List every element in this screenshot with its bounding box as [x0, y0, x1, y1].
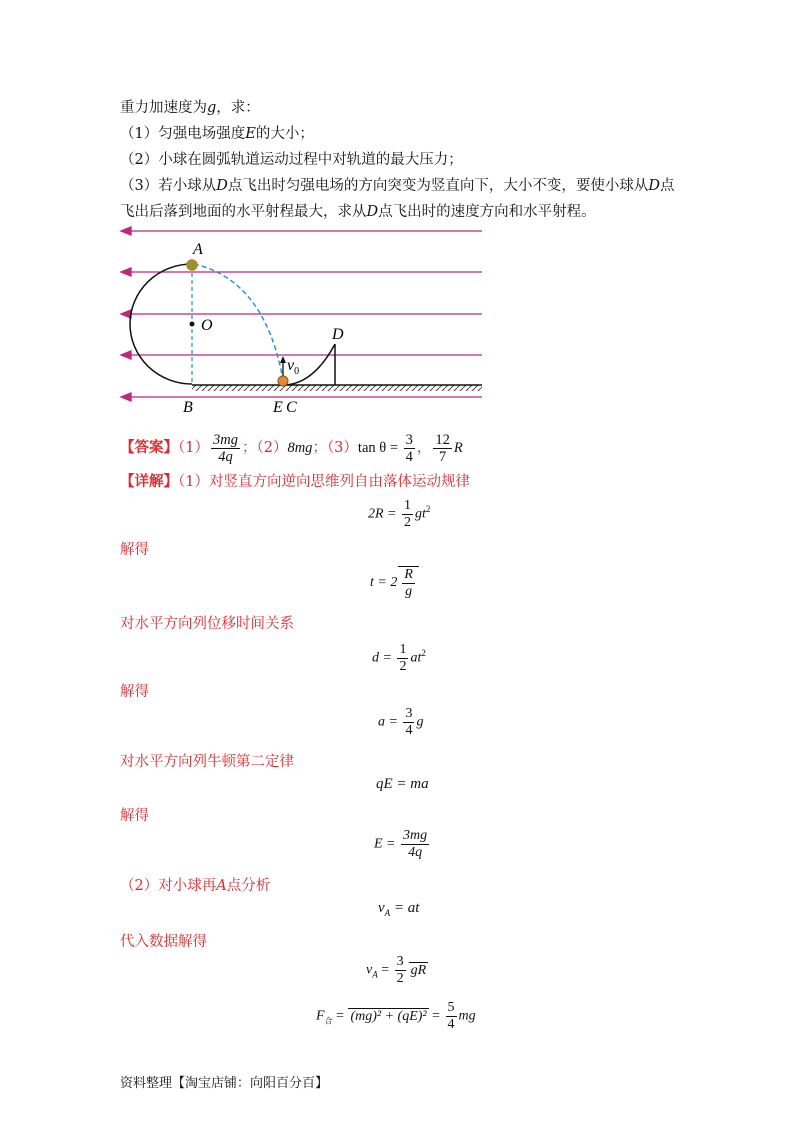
solve-label-1: 解得 — [120, 542, 149, 558]
equation-2: t = 2 $\frac{R}{g}$ — [370, 566, 419, 600]
label-A: A — [193, 241, 203, 258]
ball-at-E — [278, 376, 288, 386]
physics-diagram — [115, 220, 490, 420]
intro-line-0: 重力加速度为g，求： — [120, 100, 260, 116]
equation-3: d = $\frac{1}{2}$ $at^2$ — [372, 642, 426, 674]
equation-6: E = $\frac{3mg}{4q}$ — [374, 828, 428, 860]
center-point — [190, 322, 195, 327]
question-3-line-1: （3）若小球从D点飞出时匀强电场的方向突变为竖直向下，大小不变，要使小球从D点 — [120, 178, 675, 194]
answer-line: 【答案】（1） $\frac{3mg}{4q}$ ；（2）8mg；（3）tan θ = $\frac{3}{4}$ ， $\frac{12}{7}$ R — [120, 431, 463, 465]
equation-7: $v_A$ = at — [378, 900, 420, 918]
detail-step-3: 对水平方向列牛顿第二定律 — [120, 754, 294, 770]
detail-step-1: 【详解】（1）对竖直方向逆向思维列自由落体运动规律 — [120, 473, 470, 490]
electric-field-lines — [121, 227, 482, 401]
ground-hatch — [192, 385, 482, 391]
label-B: B — [183, 399, 193, 416]
circular-track — [130, 264, 192, 384]
label-O: O — [201, 317, 213, 334]
ball-at-A — [187, 260, 197, 270]
equation-1: 2R = $\frac{1}{2}$ $gt^2$ — [368, 498, 431, 530]
footer-text: 资料整理【淘宝店铺：向阳百分百】 — [120, 1076, 329, 1091]
equation-4: a = $\frac{3}{4}$ g — [378, 706, 424, 738]
label-v0: $v_0$ — [287, 357, 300, 377]
equation-8: $v_A$ = $\frac{3}{2}$ gR — [366, 954, 427, 986]
question-2: （2）小球在圆弧轨道运动过程中对轨道的最大压力； — [120, 152, 463, 168]
question-3-line-2: 飞出后落到地面的水平射程最大，求从D点飞出时的速度方向和水平射程。 — [120, 204, 596, 220]
question-1: （1）匀强电场强度E的大小； — [120, 126, 314, 142]
detail-step-4: （2）对小球再A点分析 — [120, 878, 271, 894]
solve-label-2: 解得 — [120, 684, 149, 700]
label-D: D — [332, 326, 344, 343]
label-E: E — [273, 399, 283, 416]
detail-step-5: 代入数据解得 — [120, 934, 207, 950]
equation-5: qE = ma — [376, 776, 429, 792]
detail-step-2: 对水平方向列位移时间关系 — [120, 616, 294, 632]
label-C: C — [286, 399, 297, 416]
equation-9: $F_合 = (mg)^2 + (qE)^2$ = $\frac{5}{4}$ mg — [316, 1000, 476, 1032]
solve-label-3: 解得 — [120, 808, 149, 824]
